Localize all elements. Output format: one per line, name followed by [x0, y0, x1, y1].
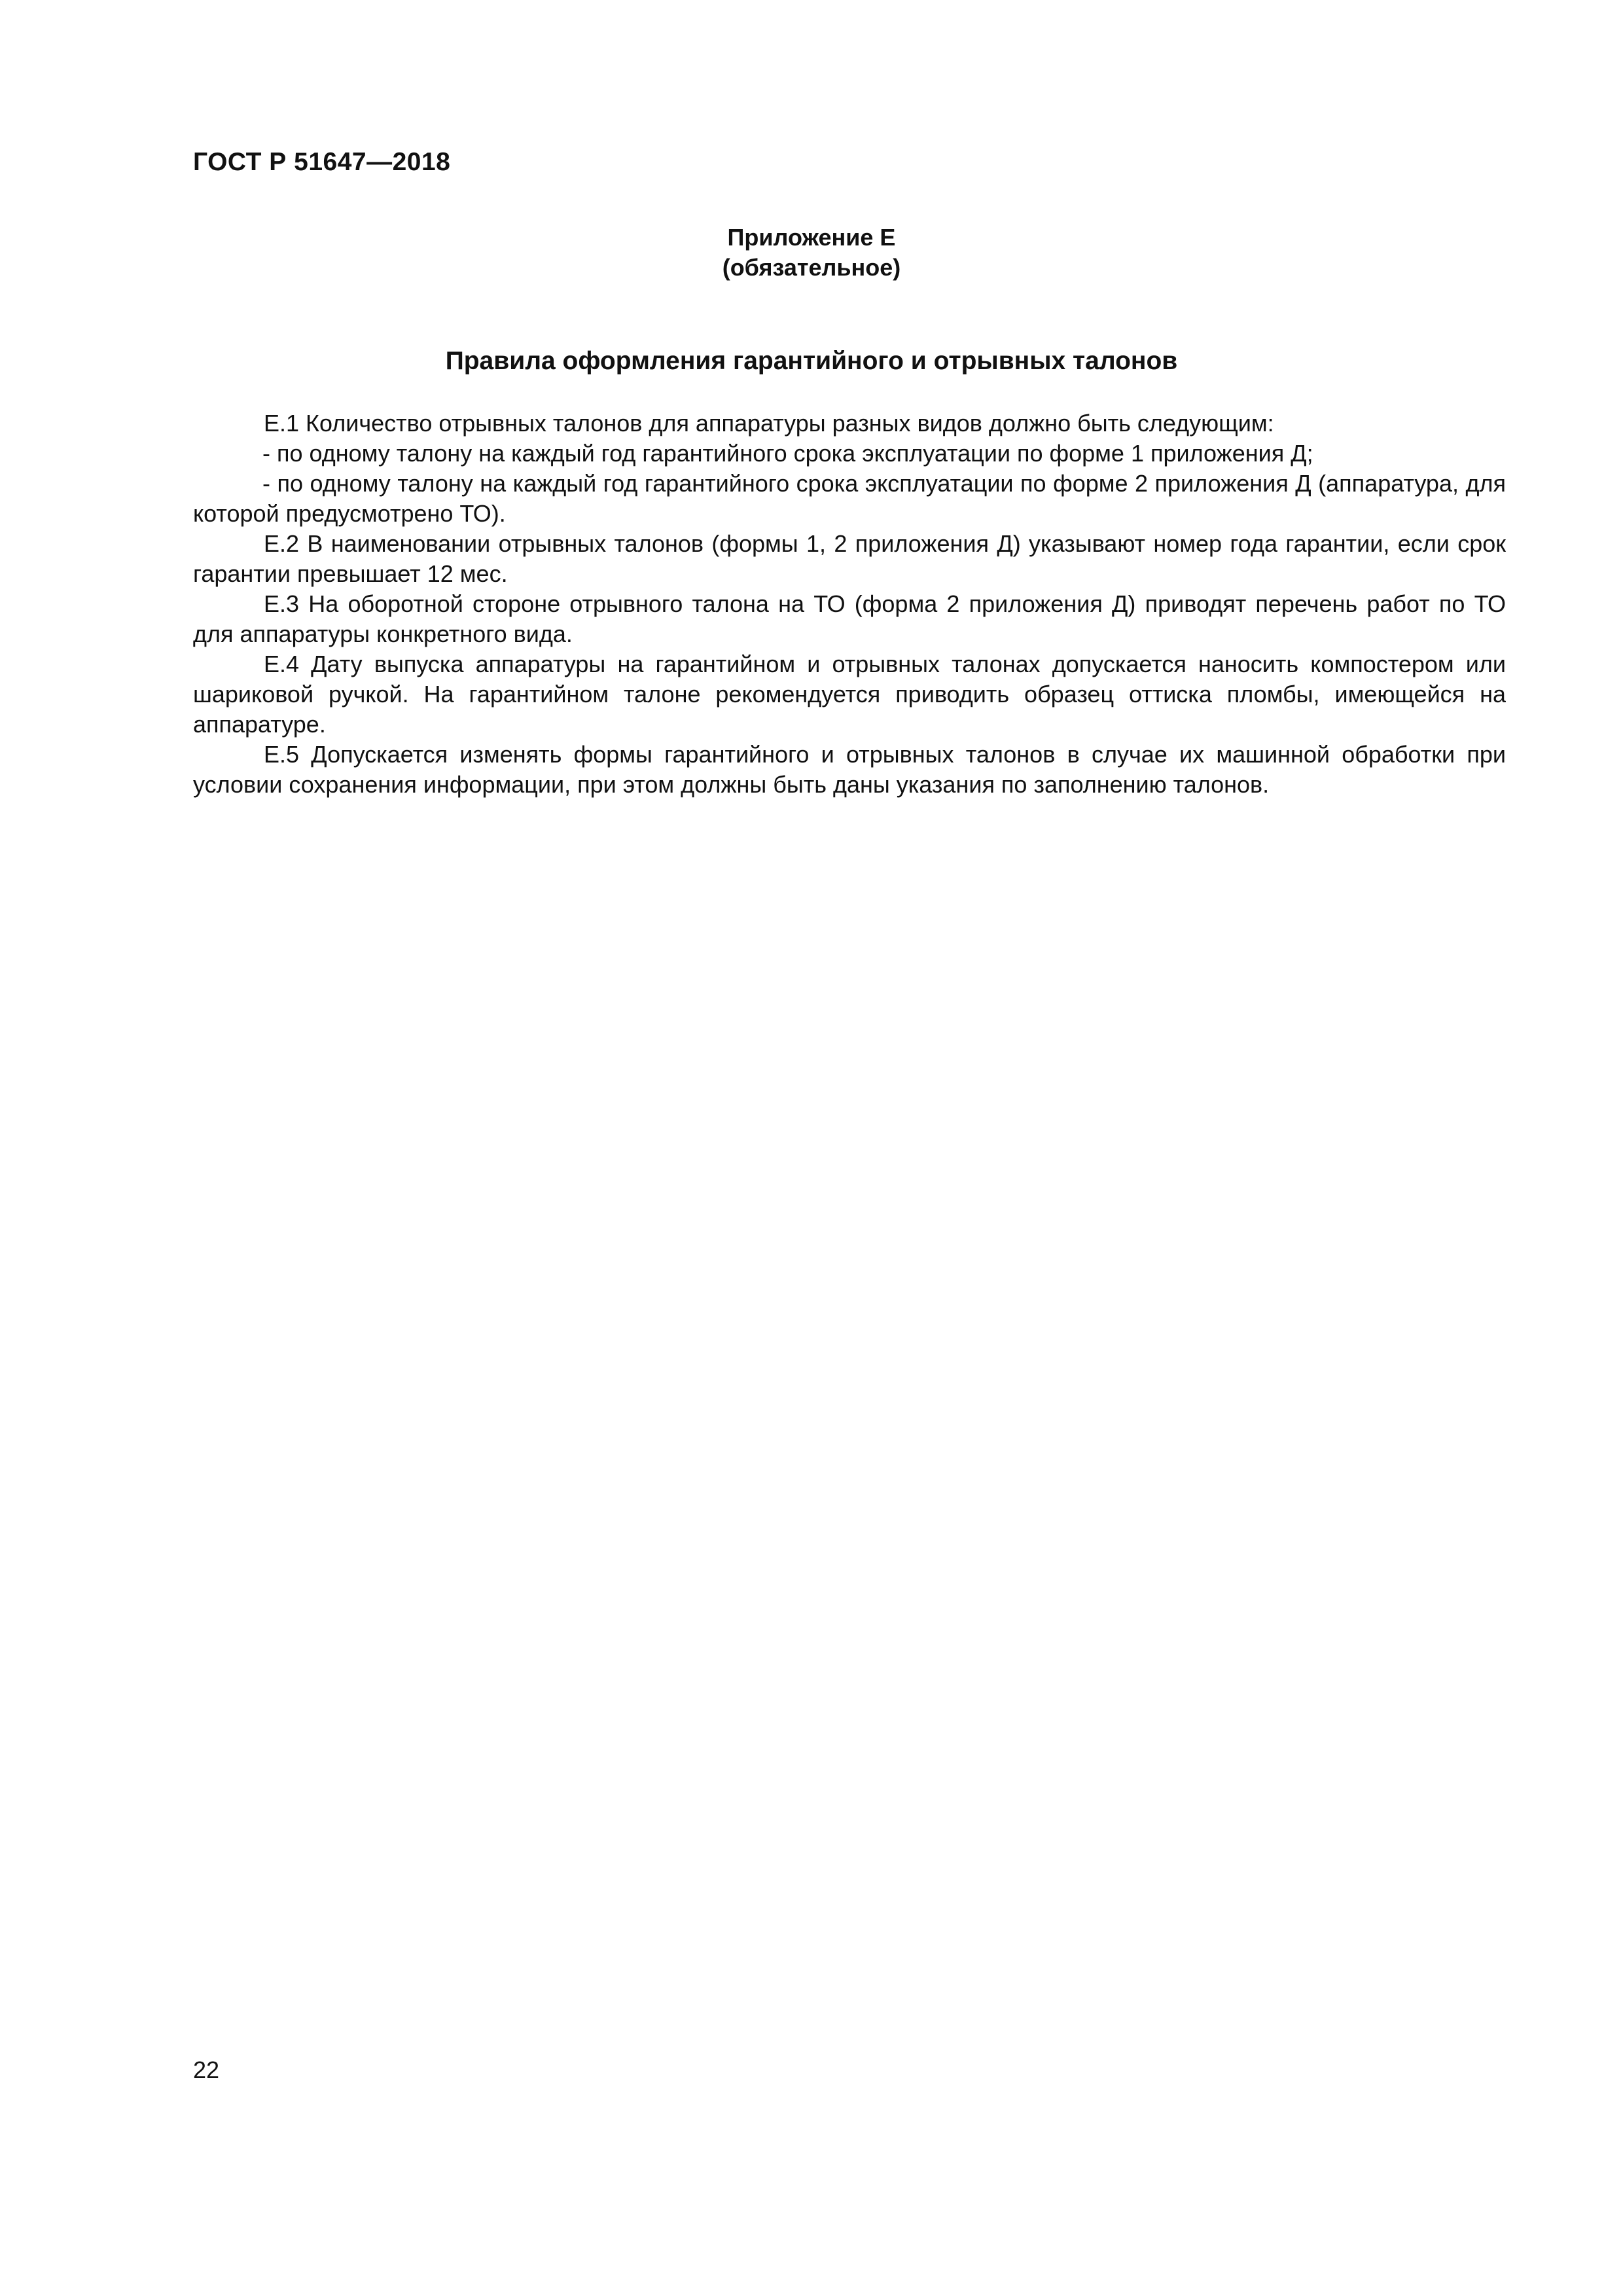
paragraph-e4: Е.4 Дату выпуска аппаратуры на гарантийном и отрывных талонах допускается наносить компостером или шариковой ручкой. На гарантийном талоне рекомендуется приводить образец оттиска пломбы, имеющейся на аппаратуре. [193, 651, 1506, 738]
list-item-form-1: - по одному талону на каждый год гарантийного срока эксплуатации по форме 1 приложения Д; [262, 440, 1313, 467]
list-item-form-2: - по одному талону на каждый год гарантийного срока эксплуатации по форме 2 приложения Д (аппаратура, для которой предусмотрено ТО). [193, 470, 1506, 527]
appendix-label: Приложение Е [727, 224, 896, 251]
section-title: Правила оформления гарантийного и отрывных талонов [445, 347, 1178, 375]
paragraph-e5: Е.5 Допускается изменять формы гарантийного и отрывных талонов в случае их машинной обработки при условии сохранения информации, при этом должны быть даны указания по заполнению талонов. [193, 741, 1506, 798]
body-text [193, 408, 1506, 800]
appendix-status: (обязательное) [722, 254, 901, 281]
document-code: ГОСТ Р 51647—2018 [193, 148, 451, 176]
paragraph-e3: Е.3 На оборотной стороне отрывного талона на ТО (форма 2 приложения Д) приводят перечень работ по ТО для аппаратуры конкретного вида. [193, 590, 1506, 647]
paragraph-e2: Е.2 В наименовании отрывных талонов (формы 1, 2 приложения Д) указывают номер года гарантии, если срок гарантии превышает 12 мес. [193, 530, 1506, 587]
paragraph-e1: Е.1 Количество отрывных талонов для аппаратуры разных видов должно быть следующим: [264, 410, 1274, 437]
page-number: 22 [193, 2056, 220, 2083]
appendix-heading [193, 223, 1430, 283]
